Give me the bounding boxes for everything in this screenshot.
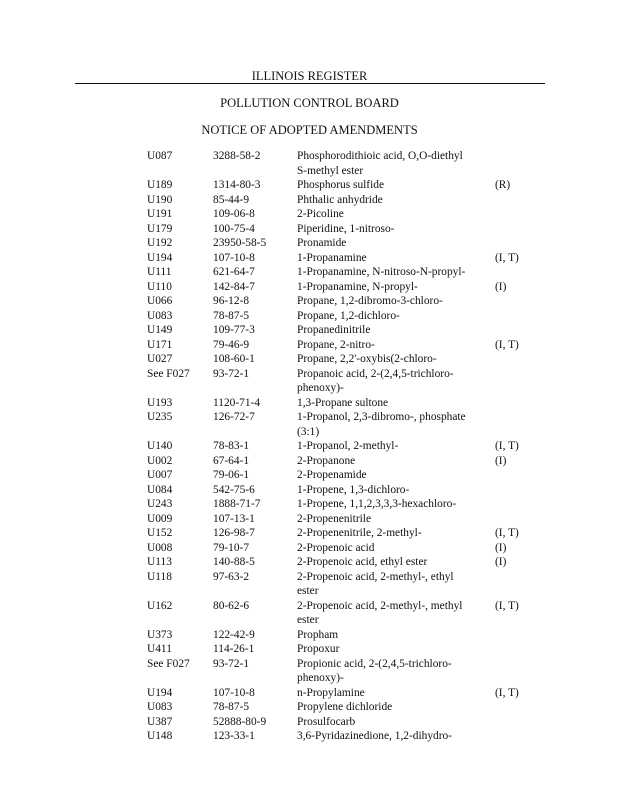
substance-name bbox=[297, 483, 487, 498]
substance-name-line: 1-Propanamine bbox=[297, 251, 367, 264]
waste-code: U387 bbox=[147, 715, 173, 728]
table-row bbox=[0, 410, 619, 439]
waste-code: U152 bbox=[147, 527, 173, 539]
table-row bbox=[0, 512, 619, 527]
table-row bbox=[0, 236, 619, 251]
hazard-code: (I) bbox=[495, 454, 507, 467]
substance-name bbox=[297, 468, 487, 483]
table-row bbox=[0, 265, 619, 280]
cas-number: 114-26-1 bbox=[213, 643, 255, 655]
table-row bbox=[0, 222, 619, 237]
substance-name bbox=[297, 700, 487, 715]
table-row bbox=[0, 715, 619, 730]
substance-name-line: 1-Propanol, 2-methyl- bbox=[297, 440, 399, 452]
substance-name bbox=[297, 410, 487, 439]
waste-code: U113 bbox=[147, 556, 172, 568]
substance-name bbox=[297, 497, 487, 512]
hazard-code: (I, T) bbox=[495, 599, 519, 612]
substance-name bbox=[297, 265, 487, 280]
table-row bbox=[0, 657, 619, 686]
waste-code: U235 bbox=[147, 411, 173, 423]
table-row bbox=[0, 193, 619, 208]
table-row bbox=[0, 149, 619, 178]
substance-name-line: Propionic acid, 2-(2,4,5-trichloro- bbox=[297, 657, 452, 670]
substance-name-line: 1-Propanol, 2,3-dibromo-, phosphate bbox=[297, 411, 466, 423]
waste-code: U243 bbox=[147, 498, 173, 510]
substance-name-line: 1-Propanamine, N-nitroso-N-propyl- bbox=[297, 266, 466, 278]
table-row bbox=[0, 599, 619, 628]
substance-name bbox=[297, 294, 487, 309]
waste-code: See F027 bbox=[147, 367, 190, 380]
substance-name-line: 3,6-Pyridazinedione, 1,2-dihydro- bbox=[297, 730, 453, 742]
waste-code: U087 bbox=[147, 150, 173, 162]
waste-code: U193 bbox=[147, 396, 173, 409]
substance-name-line: 2-Propenenitrile bbox=[297, 512, 372, 525]
waste-code: U192 bbox=[147, 237, 173, 249]
cas-number: 52888-80-9 bbox=[213, 715, 267, 728]
substance-name bbox=[297, 599, 487, 628]
waste-code: U149 bbox=[147, 324, 173, 336]
cas-number: 107-10-8 bbox=[213, 686, 255, 699]
table-row bbox=[0, 323, 619, 338]
hazard-code: (I, T) bbox=[495, 440, 519, 452]
substance-name-line: Pronamide bbox=[297, 237, 347, 249]
table-row bbox=[0, 526, 619, 541]
substance-name-line: Phthalic anhydride bbox=[297, 193, 383, 206]
cas-number: 126-98-7 bbox=[213, 527, 255, 539]
substance-name-line: n-Propylamine bbox=[297, 686, 365, 699]
substance-name-line: (3:1) bbox=[297, 425, 320, 438]
substance-name-line: 2-Propanone bbox=[297, 454, 356, 467]
table-row bbox=[0, 294, 619, 309]
substance-name-line: 2-Propenoic acid, 2-methyl-, ethyl bbox=[297, 570, 454, 583]
waste-code: U162 bbox=[147, 599, 173, 612]
substance-name-line: 2-Picoline bbox=[297, 208, 344, 220]
waste-code: U194 bbox=[147, 251, 173, 264]
table-row bbox=[0, 686, 619, 701]
cas-number: 78-87-5 bbox=[213, 309, 250, 322]
waste-code: U083 bbox=[147, 701, 173, 713]
substance-name-line: Propane, 1,2-dichloro- bbox=[297, 309, 400, 322]
cas-number: 93-72-1 bbox=[213, 367, 250, 380]
waste-code: U007 bbox=[147, 469, 173, 481]
waste-code: U190 bbox=[147, 193, 173, 206]
substance-name-line: Propane, 1,2-dibromo-3-chloro- bbox=[297, 295, 443, 307]
table-row bbox=[0, 280, 619, 295]
substance-name bbox=[297, 570, 487, 599]
substance-name-line: Phosphorodithioic acid, O,O-diethyl bbox=[297, 150, 463, 162]
substance-name bbox=[297, 439, 487, 454]
cas-number: 109-77-3 bbox=[213, 324, 255, 336]
substance-name bbox=[297, 729, 487, 744]
waste-code: U066 bbox=[147, 295, 173, 307]
table-row bbox=[0, 207, 619, 222]
cas-number: 142-84-7 bbox=[213, 280, 255, 293]
waste-code: U194 bbox=[147, 686, 173, 699]
waste-code: U411 bbox=[147, 643, 172, 655]
cas-number: 542-75-6 bbox=[213, 483, 255, 496]
cas-number: 97-63-2 bbox=[213, 570, 250, 583]
cas-number: 67-64-1 bbox=[213, 454, 250, 467]
cas-number: 79-06-1 bbox=[213, 469, 250, 481]
table-row bbox=[0, 541, 619, 556]
substance-name bbox=[297, 396, 487, 411]
hazard-code: (I, T) bbox=[495, 686, 519, 699]
cas-number: 126-72-7 bbox=[213, 411, 255, 423]
cas-number: 3288-58-2 bbox=[213, 150, 261, 162]
table-row bbox=[0, 555, 619, 570]
waste-code: U189 bbox=[147, 179, 173, 191]
substance-name bbox=[297, 352, 487, 367]
substance-name-line: 2-Propenoic acid, 2-methyl-, methyl bbox=[297, 599, 463, 612]
substance-name-line: Propanoic acid, 2-(2,4,5-trichloro- bbox=[297, 367, 454, 380]
cas-number: 78-87-5 bbox=[213, 701, 250, 713]
table-row bbox=[0, 468, 619, 483]
waste-code: U171 bbox=[147, 338, 173, 351]
board-title: POLLUTION CONTROL BOARD bbox=[220, 96, 399, 110]
substance-name bbox=[297, 541, 487, 556]
substance-name bbox=[297, 526, 487, 541]
hazard-code: (I, T) bbox=[495, 338, 519, 351]
table-row bbox=[0, 309, 619, 324]
waste-code: U140 bbox=[147, 440, 173, 452]
cas-number: 23950-58-5 bbox=[213, 237, 267, 249]
substance-name-line: 2-Propenoic acid, ethyl ester bbox=[297, 556, 428, 568]
hazard-code: (I, T) bbox=[495, 527, 519, 539]
substance-name bbox=[297, 642, 487, 657]
hazard-code: (I) bbox=[495, 541, 507, 554]
waste-code: U009 bbox=[147, 512, 173, 525]
substance-name bbox=[297, 236, 487, 251]
cas-number: 93-72-1 bbox=[213, 657, 250, 670]
substance-name bbox=[297, 686, 487, 701]
table-row bbox=[0, 352, 619, 367]
cas-number: 96-12-8 bbox=[213, 295, 250, 307]
table-row bbox=[0, 178, 619, 193]
table-row bbox=[0, 642, 619, 657]
substance-name bbox=[297, 251, 487, 266]
substance-name-line: 2-Propenenitrile, 2-methyl- bbox=[297, 527, 422, 539]
waste-code: U083 bbox=[147, 309, 173, 322]
substance-name-line: phenoxy)- bbox=[297, 672, 344, 684]
waste-code: U084 bbox=[147, 483, 173, 496]
table-row bbox=[0, 454, 619, 469]
table-row bbox=[0, 396, 619, 411]
substance-name-line: 1-Propene, 1,1,2,3,3,3-hexachloro- bbox=[297, 498, 457, 510]
hazard-code: (I) bbox=[495, 280, 507, 293]
substance-name bbox=[297, 178, 487, 193]
substance-name bbox=[297, 367, 487, 396]
substance-name-line: phenoxy)- bbox=[297, 382, 344, 394]
substance-name bbox=[297, 323, 487, 338]
cas-number: 78-83-1 bbox=[213, 440, 250, 452]
substance-name-line: Propylene dichloride bbox=[297, 701, 393, 713]
substance-name-line: 2-Propenamide bbox=[297, 469, 367, 481]
substance-name-line: ester bbox=[297, 585, 319, 597]
table-row bbox=[0, 700, 619, 715]
notice-title: NOTICE OF ADOPTED AMENDMENTS bbox=[201, 123, 418, 137]
cas-number: 621-64-7 bbox=[213, 266, 255, 278]
substance-name-line: 1,3-Propane sultone bbox=[297, 396, 389, 409]
cas-number: 100-75-4 bbox=[213, 222, 255, 235]
cas-number: 108-60-1 bbox=[213, 353, 255, 365]
table-row bbox=[0, 729, 619, 744]
cas-number: 109-06-8 bbox=[213, 208, 255, 220]
cas-number: 123-33-1 bbox=[213, 730, 255, 742]
substance-name-line: 2-Propenoic acid bbox=[297, 541, 375, 554]
waste-code: U027 bbox=[147, 353, 173, 365]
substance-name-line: S-methyl ester bbox=[297, 164, 364, 177]
cas-number: 107-10-8 bbox=[213, 251, 255, 264]
substance-name-line: Piperidine, 1-nitroso- bbox=[297, 222, 395, 235]
substance-name-line: 1-Propene, 1,3-dichloro- bbox=[297, 483, 410, 496]
table-row bbox=[0, 367, 619, 396]
substance-name-line: Propanedinitrile bbox=[297, 324, 371, 336]
register-title: ILLINOIS REGISTER bbox=[251, 69, 368, 83]
substance-name-line: ester bbox=[297, 614, 319, 626]
substance-name bbox=[297, 309, 487, 324]
waste-code: U191 bbox=[147, 208, 173, 220]
substance-name bbox=[297, 512, 487, 527]
substance-name bbox=[297, 338, 487, 353]
substance-name-line: 1-Propanamine, N-propyl- bbox=[297, 280, 418, 293]
hazard-code: (I, T) bbox=[495, 251, 519, 264]
substance-name bbox=[297, 555, 487, 570]
substance-name bbox=[297, 222, 487, 237]
substance-name-line: Propane, 2,2'-oxybis(2-chloro- bbox=[297, 353, 437, 365]
cas-number: 1314-80-3 bbox=[213, 179, 261, 191]
substance-name bbox=[297, 628, 487, 643]
substance-name-line: Propoxur bbox=[297, 643, 340, 655]
waste-code: U110 bbox=[147, 280, 172, 293]
cas-number: 1888-71-7 bbox=[213, 498, 261, 510]
cas-number: 85-44-9 bbox=[213, 193, 250, 206]
waste-code: U179 bbox=[147, 222, 173, 235]
table-row bbox=[0, 628, 619, 643]
substance-name bbox=[297, 715, 487, 730]
cas-number: 1120-71-4 bbox=[213, 396, 261, 409]
substance-name bbox=[297, 207, 487, 222]
table-row bbox=[0, 338, 619, 353]
substance-name-line: Prosulfocarb bbox=[297, 715, 356, 728]
waste-code: U008 bbox=[147, 541, 173, 554]
table-row bbox=[0, 483, 619, 498]
cas-number: 79-46-9 bbox=[213, 338, 250, 351]
waste-code: U002 bbox=[147, 454, 173, 467]
waste-code: U373 bbox=[147, 628, 173, 641]
waste-code: See F027 bbox=[147, 657, 190, 670]
substance-name-line: Propham bbox=[297, 628, 339, 641]
waste-code: U111 bbox=[147, 266, 172, 278]
header-rule bbox=[75, 83, 545, 84]
cas-number: 107-13-1 bbox=[213, 512, 255, 525]
table-row bbox=[0, 570, 619, 599]
cas-number: 122-42-9 bbox=[213, 628, 255, 641]
table-row bbox=[0, 439, 619, 454]
waste-code: U148 bbox=[147, 730, 173, 742]
substance-name bbox=[297, 149, 487, 178]
cas-number: 80-62-6 bbox=[213, 599, 250, 612]
table-row bbox=[0, 497, 619, 512]
substance-name bbox=[297, 280, 487, 295]
substance-name bbox=[297, 657, 487, 686]
waste-code-table bbox=[0, 149, 619, 744]
substance-name-line: Propane, 2-nitro- bbox=[297, 338, 375, 351]
substance-name bbox=[297, 193, 487, 208]
table-row bbox=[0, 251, 619, 266]
cas-number: 79-10-7 bbox=[213, 541, 250, 554]
hazard-code: (I) bbox=[495, 556, 507, 568]
cas-number: 140-88-5 bbox=[213, 556, 255, 568]
substance-name-line: Phosphorus sulfide bbox=[297, 179, 385, 191]
hazard-code: (R) bbox=[495, 179, 511, 191]
substance-name bbox=[297, 454, 487, 469]
waste-code: U118 bbox=[147, 570, 172, 583]
